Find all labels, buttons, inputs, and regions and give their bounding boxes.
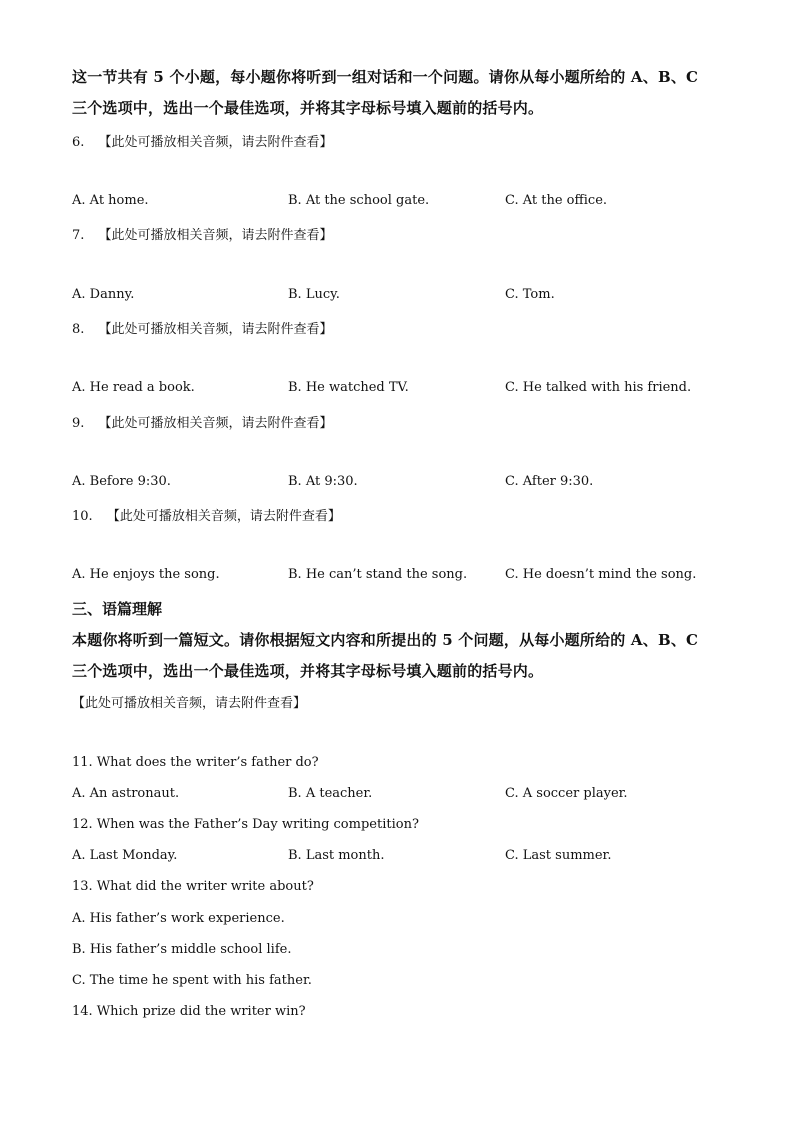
option-a: A. An astronaut. (72, 786, 180, 801)
question-8 (72, 318, 333, 337)
intro-line-2: 三个选项中，选出一个最佳选项，并将其字母标号填入题前的括号内。 (72, 99, 544, 117)
option-a: A. He read a book. (72, 380, 195, 395)
option-b: B. He can’t stand the song. (288, 567, 468, 582)
question-number: 7. (72, 228, 85, 243)
question-11: 11. What does the writer’s father do? (72, 755, 319, 770)
option-b: B. He watched TV. (288, 380, 409, 395)
question-13: 13. What did the writer write about? (72, 879, 314, 894)
section-instruction-line-2: 三个选项中，选出一个最佳选项，并将其字母标号填入题前的括号内。 (72, 662, 544, 680)
question-6 (72, 131, 333, 150)
section-instruction-line-1: 本题你将听到一篇短文。请你根据短文内容和所提出的 5 个问题，从每小题所给的 A、B、C (72, 631, 699, 649)
question-10 (72, 505, 341, 524)
option-b: B. A teacher. (288, 786, 373, 801)
question-12: 12. When was the Father’s Day writing competition? (72, 817, 419, 832)
question-7 (72, 224, 333, 243)
audio-placeholder[interactable]: 【此处可播放相关音频，请去附件查看】 (98, 228, 333, 243)
section-title: 三、语篇理解 (72, 600, 163, 618)
option-b: B. At the school gate. (288, 193, 430, 208)
option-b: B. Last month. (288, 848, 385, 863)
option-c: C. Tom. (505, 287, 555, 302)
option-c: C. A soccer player. (505, 786, 628, 801)
option-a: A. He enjoys the song. (72, 567, 220, 582)
option-c: C. He doesn’t mind the song. (505, 567, 697, 582)
question-9 (72, 412, 333, 431)
option-a: A. His father’s work experience. (72, 911, 285, 926)
option-a: A. At home. (72, 193, 149, 208)
option-b: B. At 9:30. (288, 474, 358, 489)
option-a: A. Before 9:30. (72, 474, 171, 489)
option-a: A. Last Monday. (72, 848, 178, 863)
option-c: C. He talked with his friend. (505, 380, 692, 395)
audio-placeholder[interactable]: 【此处可播放相关音频，请去附件查看】 (98, 135, 333, 150)
audio-placeholder[interactable]: 【此处可播放相关音频，请去附件查看】 (106, 509, 341, 524)
option-c: C. At the office. (505, 193, 608, 208)
audio-placeholder[interactable]: 【此处可播放相关音频，请去附件查看】 (98, 416, 333, 431)
question-number: 9. (72, 416, 85, 431)
option-b: B. His father’s middle school life. (72, 942, 292, 957)
question-number: 8. (72, 322, 85, 337)
question-number: 10. (72, 509, 93, 524)
option-b: B. Lucy. (288, 287, 340, 302)
option-c: C. After 9:30. (505, 474, 594, 489)
option-c: C. Last summer. (505, 848, 612, 863)
audio-placeholder[interactable]: 【此处可播放相关音频，请去附件查看】 (72, 696, 307, 711)
question-number: 6. (72, 135, 85, 150)
question-14: 14. Which prize did the writer win? (72, 1004, 306, 1019)
option-a: A. Danny. (72, 287, 135, 302)
option-c: C. The time he spent with his father. (72, 973, 312, 988)
intro-line-1: 这一节共有 5 个小题，每小题你将听到一组对话和一个问题。请你从每小题所给的 A、B、C (72, 68, 699, 86)
audio-placeholder[interactable]: 【此处可播放相关音频，请去附件查看】 (98, 322, 333, 337)
